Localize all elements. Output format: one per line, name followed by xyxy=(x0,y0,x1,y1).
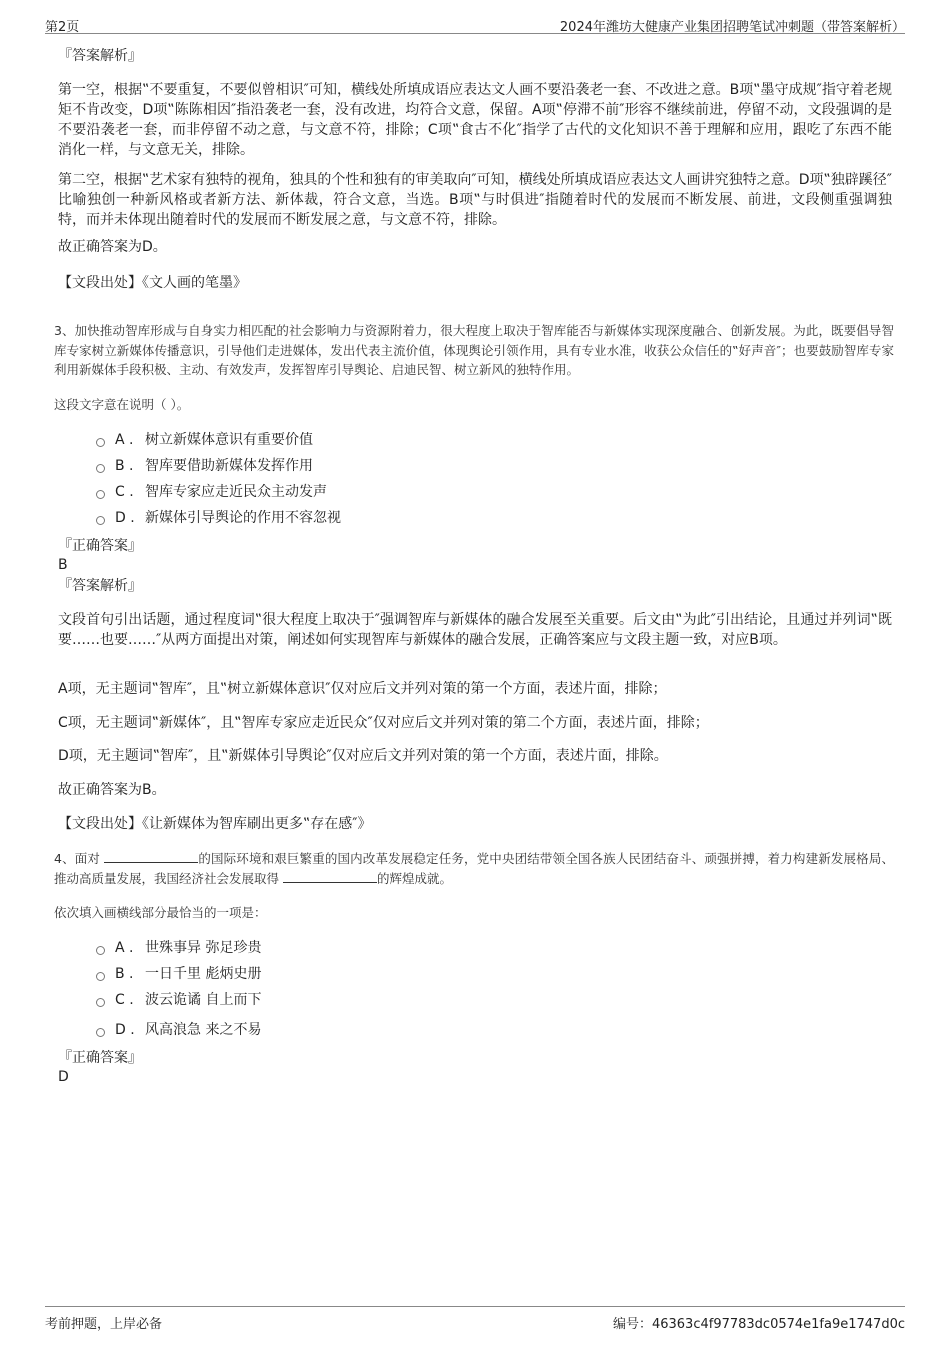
option-letter: A . xyxy=(115,940,134,956)
analysis-paragraph: A项，无主题词‟智库″，且‟树立新媒体意识″仅对应后文并列对策的第一个方面，表述片面，排除； xyxy=(58,681,667,697)
question-stem: 3、加快推动智库形成与自身实力相匹配的社会影响力与资源附着力，很大程度上取决于智库能否与新媒体实现深度融合、创新发展。为此，既要倡导智库专家树立新媒体传播意识，引导他们走进媒体，发出代表主流价值，体现舆论引领作用，具有专业水准，收获公众信任的‟好声音″；也要鼓励智库专家利用新媒体手段积极、主动、有效发声，发挥智库引导舆论、启迪民智、树立新风的独特作用。 xyxy=(54,323,894,377)
stem-part: 的国际环境和艰巨繁重的国内改革发展稳定任务，党中央团结带领全国各族人民团结奋斗、顽强拼搏，着力构建新发展格局、推动高质量发展，我国经济社会发展取得 xyxy=(54,851,894,886)
option-text: 树立新媒体意识有重要价值 xyxy=(145,432,313,448)
question-prompt: 这段文字意在说明（ ）。 xyxy=(54,397,190,412)
option-text: 智库专家应走近民众主动发声 xyxy=(145,484,327,500)
analysis-paragraph: 第二空，根据‟艺术家有独特的视角，独具的个性和独有的审美取向″可知，横线处所填成语应表达文人画讲究独特之意。D项‟独辟蹊径″比喻独创一种新风格或者新方法、新体裁，符合文意，当选。B项‟与时俱进″指随着时代的发展而不断发展、前进，文段侧重强调独特，而并未体现出随着时代的发展而不断发展之意，与文意不符，排除。 xyxy=(58,172,892,228)
analysis-label: 『答案解析』 xyxy=(58,48,142,64)
radio-icon[interactable] xyxy=(96,490,105,499)
option-text: 智库要借助新媒体发挥作用 xyxy=(145,458,313,474)
footer-divider xyxy=(45,1306,905,1307)
passage-source: 【文段出处】《让新媒体为智库刷出更多‟存在感″》 xyxy=(58,816,372,832)
option-letter: A . xyxy=(115,432,134,448)
analysis-conclusion: 故正确答案为B。 xyxy=(58,782,166,798)
option-text: 一日千里 彪炳史册 xyxy=(145,966,262,982)
option-text: 世殊事异 弥足珍贵 xyxy=(145,940,262,956)
option-text: 波云诡谲 自上而下 xyxy=(145,992,262,1008)
correct-answer-label: 『正确答案』 xyxy=(58,1050,142,1066)
option-text: 新媒体引导舆论的作用不容忽视 xyxy=(145,510,341,526)
page-number: 第2页 xyxy=(45,20,80,35)
stem-part: 4、面对 xyxy=(54,851,101,866)
fill-blank xyxy=(283,870,377,883)
correct-answer: D xyxy=(58,1069,69,1085)
analysis-label: 『答案解析』 xyxy=(58,578,142,594)
option-b[interactable] xyxy=(96,456,313,476)
option-c[interactable] xyxy=(96,482,327,502)
radio-icon[interactable] xyxy=(96,1028,105,1037)
header-divider xyxy=(45,33,905,34)
stem-part: 的辉煌成就。 xyxy=(377,870,453,886)
option-letter: C . xyxy=(115,484,134,500)
page-header xyxy=(0,0,950,34)
option-a[interactable] xyxy=(96,430,313,450)
option-letter: D . xyxy=(115,510,135,526)
option-a[interactable] xyxy=(96,938,261,958)
analysis-paragraph: D项，无主题词‟智库″，且‟新媒体引导舆论″仅对应后文并列对策的第一个方面，表述片面，排除。 xyxy=(58,748,668,764)
option-text: 风高浪急 来之不易 xyxy=(145,1022,262,1038)
radio-icon[interactable] xyxy=(96,946,105,955)
radio-icon[interactable] xyxy=(96,998,105,1007)
correct-answer: B xyxy=(58,557,68,573)
option-letter: B . xyxy=(115,458,134,474)
radio-icon[interactable] xyxy=(96,438,105,447)
analysis-paragraph: 文段首句引出话题，通过程度词‟很大程度上取决于″强调智库与新媒体的融合发展至关重要。后文由‟为此″引出结论，且通过并列词‟既要……也要……″从两方面提出对策，阐述如何实现智库与新媒体的融合发展，正确答案应与文段主题一致，对应B项。 xyxy=(58,612,892,648)
option-letter: D . xyxy=(115,1022,135,1038)
radio-icon[interactable] xyxy=(96,972,105,981)
option-d[interactable] xyxy=(96,508,341,528)
fill-blank xyxy=(104,850,198,863)
option-letter: B . xyxy=(115,966,134,982)
radio-icon[interactable] xyxy=(96,516,105,525)
option-d[interactable] xyxy=(96,1020,261,1040)
analysis-paragraph: 第一空，根据‟不要重复，不要似曾相识″可知，横线处所填成语应表达文人画不要沿袭老一套、不改进之意。B项‟墨守成规″指守着老规矩不肯改变，D项‟陈陈相因″指沿袭老一套，没有改进，均符合文意，保留。A项‟停滞不前″形容不继续前进，停留不动，文段强调的是不要沿袭老一套，而非停留不动之意，与文意不符，排除；C项‟食古不化″指学了古代的文化知识不善于理解和应用，跟吃了东西不能消化一样，与文意无关，排除。 xyxy=(58,82,892,158)
option-letter: C . xyxy=(115,992,134,1008)
question-stem xyxy=(54,849,894,888)
correct-answer-label: 『正确答案』 xyxy=(58,538,142,554)
option-c[interactable] xyxy=(96,990,261,1010)
option-b[interactable] xyxy=(96,964,261,984)
footer-slogan: 考前押题，上岸必备 xyxy=(45,1317,163,1332)
question-prompt: 依次填入画横线部分最恰当的一项是： xyxy=(54,905,267,920)
analysis-paragraph: C项，无主题词‟新媒体″，且‟智库专家应走近民众″仅对应后文并列对策的第二个方面，表述片面，排除； xyxy=(58,715,709,731)
radio-icon[interactable] xyxy=(96,464,105,473)
analysis-conclusion: 故正确答案为D。 xyxy=(58,239,167,255)
passage-source: 【文段出处】《文人画的笔墨》 xyxy=(58,275,247,291)
document-id: 编号：46363c4f97783dc0574e1fa9e1747d0c xyxy=(612,1317,905,1332)
document-title: 2024年潍坊大健康产业集团招聘笔试冲刺题（带答案解析） xyxy=(559,20,905,35)
